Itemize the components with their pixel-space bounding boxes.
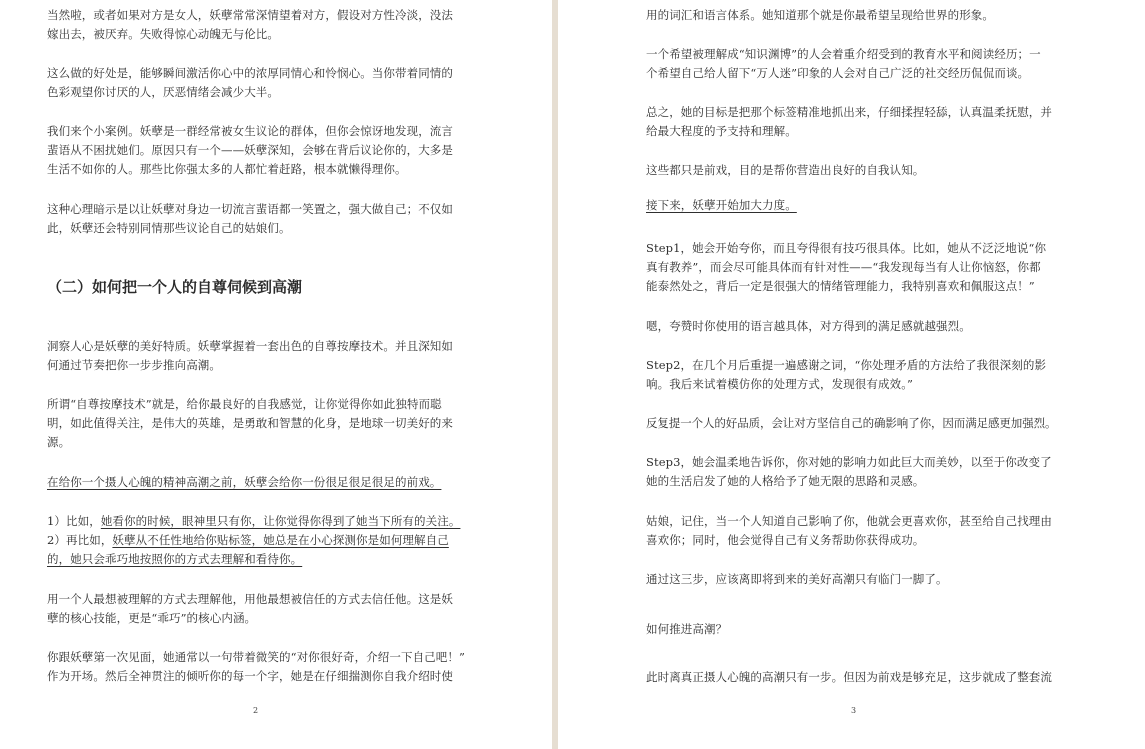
paragraph (47, 337, 453, 375)
text-line: 反复提一个人的好品质，会让对方坚信自己的确影响了你，因而满足感更加强烈。 (646, 416, 1057, 430)
page-number: 3 (851, 706, 857, 715)
text-line: 当然啦，或者如果对方是女人，妖孽常常深情望着对方，假设对方性冷淡，没法 (47, 8, 453, 22)
paragraph (47, 395, 453, 452)
list-item-text: 妖孽从不任性地给你贴标签，她总是在小心探测你是如何理解自己 (112, 533, 449, 547)
paragraph (646, 668, 1052, 687)
paragraph (47, 122, 453, 179)
text-line: 如何推进高潮？ (646, 622, 728, 636)
paragraph (646, 356, 1046, 394)
list-item-text: 她看你的时候，眼神里只有你，让你觉得你得到了她当下所有的关注。 (100, 514, 461, 528)
text-line: 我们来个小案例。妖孽是一群经常被女生议论的群体，但你会惊讶地发现，流言 (47, 124, 453, 138)
paragraph (646, 620, 727, 639)
text-line: 此，妖孽还会特别同情那些议论自己的姑娘们。 (47, 221, 291, 235)
text-line: 作为开场。然后全神贯注的倾听你的每一个字，她是在仔细揣测你自我介绍时使 (47, 669, 453, 683)
right-page (558, 0, 1145, 749)
text-line: 响。我后来试着模仿你的处理方式，发现很有成效。” (646, 377, 914, 391)
paragraph (47, 6, 453, 44)
paragraph (646, 161, 924, 180)
text-line: 用的词汇和语言体系。她知道那个就是你最希望呈现给世界的形象。 (646, 8, 994, 22)
text-line: 喜欢你；同时，他会觉得自己有义务帮助你获得成功。 (646, 533, 925, 547)
text-line: 接下来，妖孽开始加大力度。 (646, 198, 797, 212)
paragraph (47, 648, 465, 686)
paragraph (646, 512, 1052, 550)
text-line: 此时离真正摄人心魄的高潮只有一步。但因为前戏是够充足，这步就成了整套流 (646, 670, 1052, 684)
left-page (0, 0, 552, 749)
paragraph (47, 590, 453, 628)
paragraph (646, 45, 1041, 83)
text-line: 明，如此值得关注，是伟大的英雄，是勇敢和智慧的化身，是地球一切美好的来 (47, 416, 453, 430)
text-line: Step3，她会温柔地告诉你，你对她的影响力如此巨大而美妙，以至于你改变了 (646, 455, 1052, 469)
text-line: 真有教养”，而会尽可能具体而有针对性——“我发现每当有人让你恼怒，你都 (646, 260, 1041, 274)
paragraph (646, 317, 971, 336)
text-line: 何通过节奏把你一步步推向高潮。 (47, 358, 221, 372)
underlined-sentence (47, 473, 441, 492)
list-item-prefix: 2）再比如， (47, 533, 113, 547)
text-line: 嫁出去，被厌弃。失败得惊心动魄无与伦比。 (47, 27, 279, 41)
text-line: 一个希望被理解成“知识渊博”的人会着重介绍受到的教育水平和阅读经历；一 (646, 47, 1041, 61)
text-line: 孽的核心技能，更是“乖巧”的核心内涵。 (47, 611, 257, 625)
text-line: 她的生活启发了她的人格给予了她无限的思路和灵感。 (646, 474, 925, 488)
paragraph (646, 6, 994, 25)
text-line: 洞察人心是妖孽的美好特质。妖孽掌握着一套出色的自尊按摩技术。并且深知如 (47, 339, 453, 353)
paragraph (646, 453, 1052, 491)
text-line: 这么做的好处是，能够瞬间激活你心中的浓厚同情心和怜悯心。当你带着同情的 (47, 66, 453, 80)
paragraph (646, 414, 1056, 433)
text-line: 嗯，夸赞时你使用的语言越具体，对方得到的满足感就越强烈。 (646, 319, 971, 333)
underlined-sentence (646, 196, 797, 215)
text-line: 在给你一个摄人心魄的精神高潮之前，妖孽会给你一份很足很足很足的前戏。 (47, 475, 442, 489)
text-line: 你跟妖孽第一次见面，她通常以一句带着微笑的“对你很好奇，介绍一下自己吧！” (47, 650, 465, 664)
text-line: Step1，她会开始夸你，而且夸得很有技巧很具体。比如，她从不泛泛地说“你 (646, 241, 1047, 255)
text-line: 所谓“自尊按摩技术”就是，给你最良好的自我感觉，让你觉得你如此独特而聪 (47, 397, 442, 411)
paragraph (646, 239, 1046, 296)
text-line: 这些都只是前戏，目的是帮你营造出良好的自我认知。 (646, 163, 925, 177)
paragraph (47, 200, 453, 238)
text-line: 能泰然处之，背后一定是很强大的情绪管理能力，我特别喜欢和佩服这点！” (646, 279, 1035, 293)
text-line: 蜚语从不困扰她们。原因只有一个——妖孽深知，会够在背后议论你的，大多是 (47, 143, 453, 157)
text-line: 这种心理暗示是以让妖孽对身边一切流言蜚语都一笑置之，强大做自己；不仅如 (47, 202, 453, 216)
text-line: 个希望自己给人留下“万人迷”印象的人会对自己广泛的社交经历侃侃而谈。 (646, 66, 1030, 80)
numbered-list (47, 512, 460, 569)
text-line: 通过这三步，应该离即将到来的美好高潮只有临门一脚了。 (646, 572, 948, 586)
text-line: 姑娘，记住，当一个人知道自己影响了你，他就会更喜欢你，甚至给自己找理由 (646, 514, 1052, 528)
page-number: 2 (253, 706, 259, 715)
paragraph (646, 103, 1052, 141)
paragraph (646, 570, 948, 589)
list-item-text: 的，她只会乖巧地按照你的方式去理解和看待你。 (47, 552, 303, 566)
list-item-prefix: 1）比如， (47, 514, 101, 528)
paragraph (47, 64, 453, 102)
text-line: Step2，在几个月后重提一遍感谢之词，“你处理矛盾的方法给了我很深刻的影 (646, 358, 1047, 372)
text-line: 用一个人最想被理解的方式去理解他，用他最想被信任的方式去信任他。这是妖 (47, 592, 453, 606)
section-heading: （二）如何把一个人的自尊伺候到高潮 (47, 278, 303, 296)
text-line: 生活不如你的人。那些比你强太多的人都忙着赶路，根本就懒得理你。 (47, 162, 407, 176)
text-line: 总之，她的目标是把那个标签精准地抓出来，仔细揉捏轻舔，认真温柔抚慰，并 (646, 105, 1052, 119)
text-line: 源。 (47, 435, 71, 449)
text-line: 给最大程度的予支持和理解。 (646, 124, 797, 138)
text-line: 色彩观望你讨厌的人，厌恶情绪会减少大半。 (47, 85, 279, 99)
